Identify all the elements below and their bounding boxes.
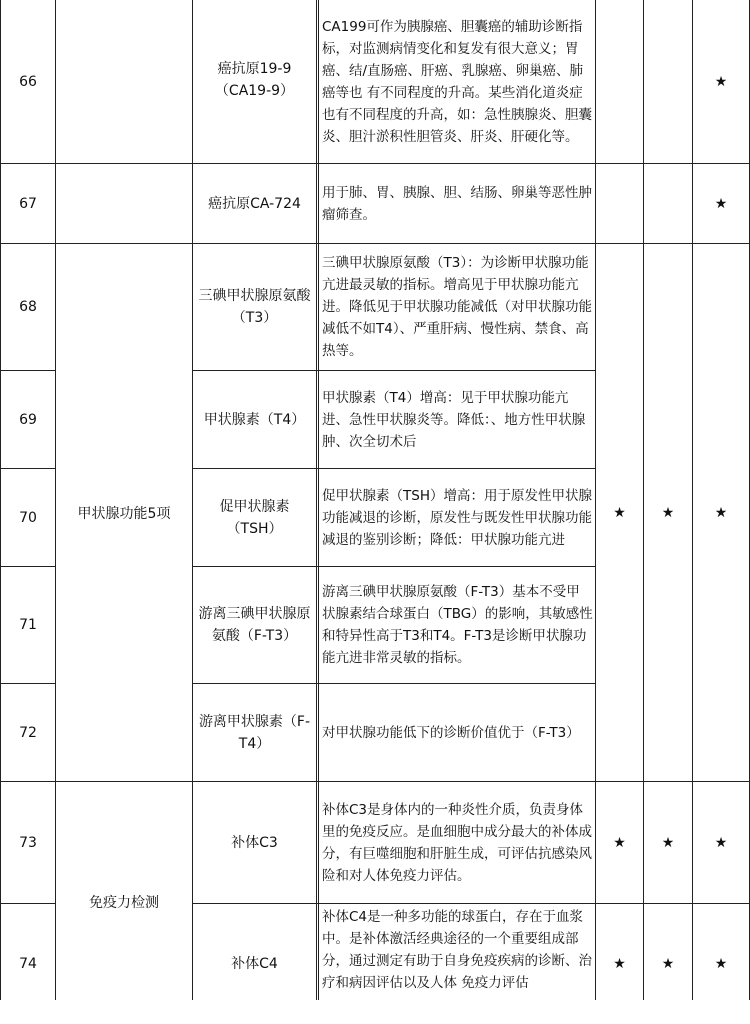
item-name: 游离三碘甲状腺原氨酸（F-T3） (198, 606, 311, 644)
star-mark: ★ (661, 504, 675, 521)
item-name: 补体C4 (231, 956, 278, 972)
row-number: 74 (19, 956, 37, 972)
star-mark: ★ (613, 504, 626, 521)
item-description: 三碘甲状腺原氨酸（T3）：为诊断甲状腺功能亢进最灵敏的指标。增高见于甲状腺功能亢进。降低见于甲状腺功能减低（对甲状腺功能减低不如T4）、严重肝病、慢性病、禁食、高热等。 (322, 255, 592, 359)
item-name: 甲状腺素（T4） (203, 411, 306, 428)
row-number: 73 (19, 834, 37, 851)
item-name: 癌抗原CA-724 (208, 195, 301, 212)
star-mark: ★ (613, 834, 626, 851)
item-name: 游离甲状腺素（F-T4） (198, 713, 311, 752)
item-name: 促甲状腺素（TSH） (219, 498, 290, 537)
item-description: 游离三碘甲状腺原氨酸（F-T3）基本不受甲状腺素结合球蛋白（TBG）的影响，其敏感性和特异性高于T3和T4。F-T3是诊断甲状腺功能亢进非常灵敏的指标。 (322, 584, 593, 666)
row-number: 68 (19, 299, 37, 315)
star-mark: ★ (613, 956, 626, 972)
item-description: 补体C4是一种多功能的球蛋白，存在于血浆中。是补体激活经典途径的一个重要组成部分，通过测定有助于自身免疫疾病的诊断、治疗和病因评估以及人体 免疫力评估 (322, 909, 592, 991)
item-description: 对甲状腺功能低下的诊断价值优于（F-T3） (322, 724, 580, 741)
row-number: 71 (19, 617, 37, 633)
group-label-immunity: 免疫力检测 (89, 895, 159, 911)
group-label-thyroid: 甲状腺功能5项 (77, 505, 171, 522)
star-mark: ★ (714, 73, 728, 90)
star-mark: ★ (661, 834, 675, 851)
item-description: CA199可作为胰腺癌、胆囊癌的辅助诊断指标，对监测病情变化和复发有很大意义；胃癌、结/直肠癌、肝癌、乳腺癌、卵巢癌、肺癌等也 有不同程度的升高。某些消化道炎症也有不同程度的升高，如：急性胰腺炎、胆囊炎、胆汁淤积性胆管炎、肝炎、肝硬化等。 (322, 19, 592, 145)
item-description: 用于肺、胃、胰腺、胆、结肠、卵巢等恶性肿瘤筛查。 (322, 184, 592, 223)
row-number: 72 (19, 724, 37, 741)
item-description: 补体C3是身体内的一种炎性介质，负责身体里的免疫反应。是血细胞中成分最大的补体成分，有巨噬细胞和肝脏生成，可评估抗感染风险和对人体免疫力评估。 (322, 801, 592, 884)
item-description: 甲状腺素（T4）增高：见于甲状腺功能亢进、急性甲状腺炎等。降低：、地方性甲状腺肿、次全切术后 (322, 389, 586, 450)
row-number: 66 (19, 73, 37, 90)
star-mark: ★ (714, 504, 728, 521)
row-number: 69 (19, 411, 37, 428)
row-number: 67 (19, 195, 37, 212)
star-mark: ★ (661, 956, 675, 972)
star-mark: ★ (714, 195, 728, 212)
star-mark: ★ (714, 956, 728, 972)
star-mark: ★ (714, 834, 728, 851)
item-name: 三碘甲状腺原氨酸（T3） (198, 288, 311, 326)
item-description: 促甲状腺素（TSH）增高：用于原发性甲状腺功能减退的诊断，原发性与既发性甲状腺功能减退的鉴别诊断；降低：甲状腺功能亢进 (322, 487, 592, 548)
item-name: 补体C3 (231, 834, 278, 851)
item-name: 癌抗原19-9（CA19-9） (214, 61, 295, 99)
row-number: 70 (19, 509, 37, 526)
